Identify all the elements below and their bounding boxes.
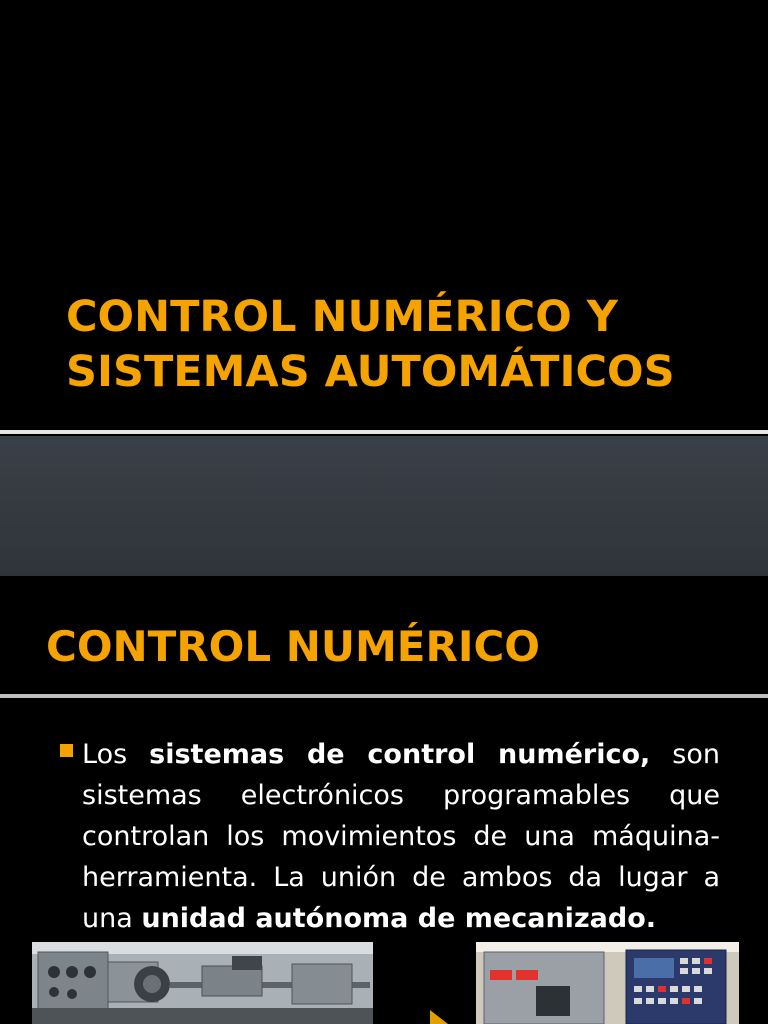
cnc-control-panel-photo	[476, 942, 739, 1024]
slide-gap-band	[0, 436, 768, 576]
content-slide-title: CONTROL NUMÉRICO	[46, 622, 540, 671]
content-slide-header	[0, 576, 768, 694]
arrow-icon	[430, 1010, 448, 1024]
lathe-illustration	[32, 942, 373, 1024]
bullet-text-bold2: unidad autónoma de mecanizado.	[141, 903, 657, 934]
title-line-2: SISTEMAS AUTOMÁTICOS	[66, 347, 675, 397]
bullet-text-bold1: sistemas de control numérico,	[149, 739, 651, 770]
bullet-text-part2: son sistemas electrónicos programables que controlan los movimientos de una máquina-herramienta. La unión de ambos da lugar a una	[82, 739, 720, 934]
title-slide-heading	[66, 290, 756, 400]
bullet-square-icon	[60, 744, 73, 757]
bullet-text-part1: Los	[82, 739, 150, 770]
bullet-text	[82, 734, 720, 939]
cnc-illustration	[476, 942, 739, 1024]
lathe-machine-photo	[32, 942, 373, 1024]
title-slide	[0, 0, 768, 432]
title-line-1: CONTROL NUMÉRICO Y	[66, 292, 618, 342]
slide-separator-rule	[0, 430, 768, 434]
